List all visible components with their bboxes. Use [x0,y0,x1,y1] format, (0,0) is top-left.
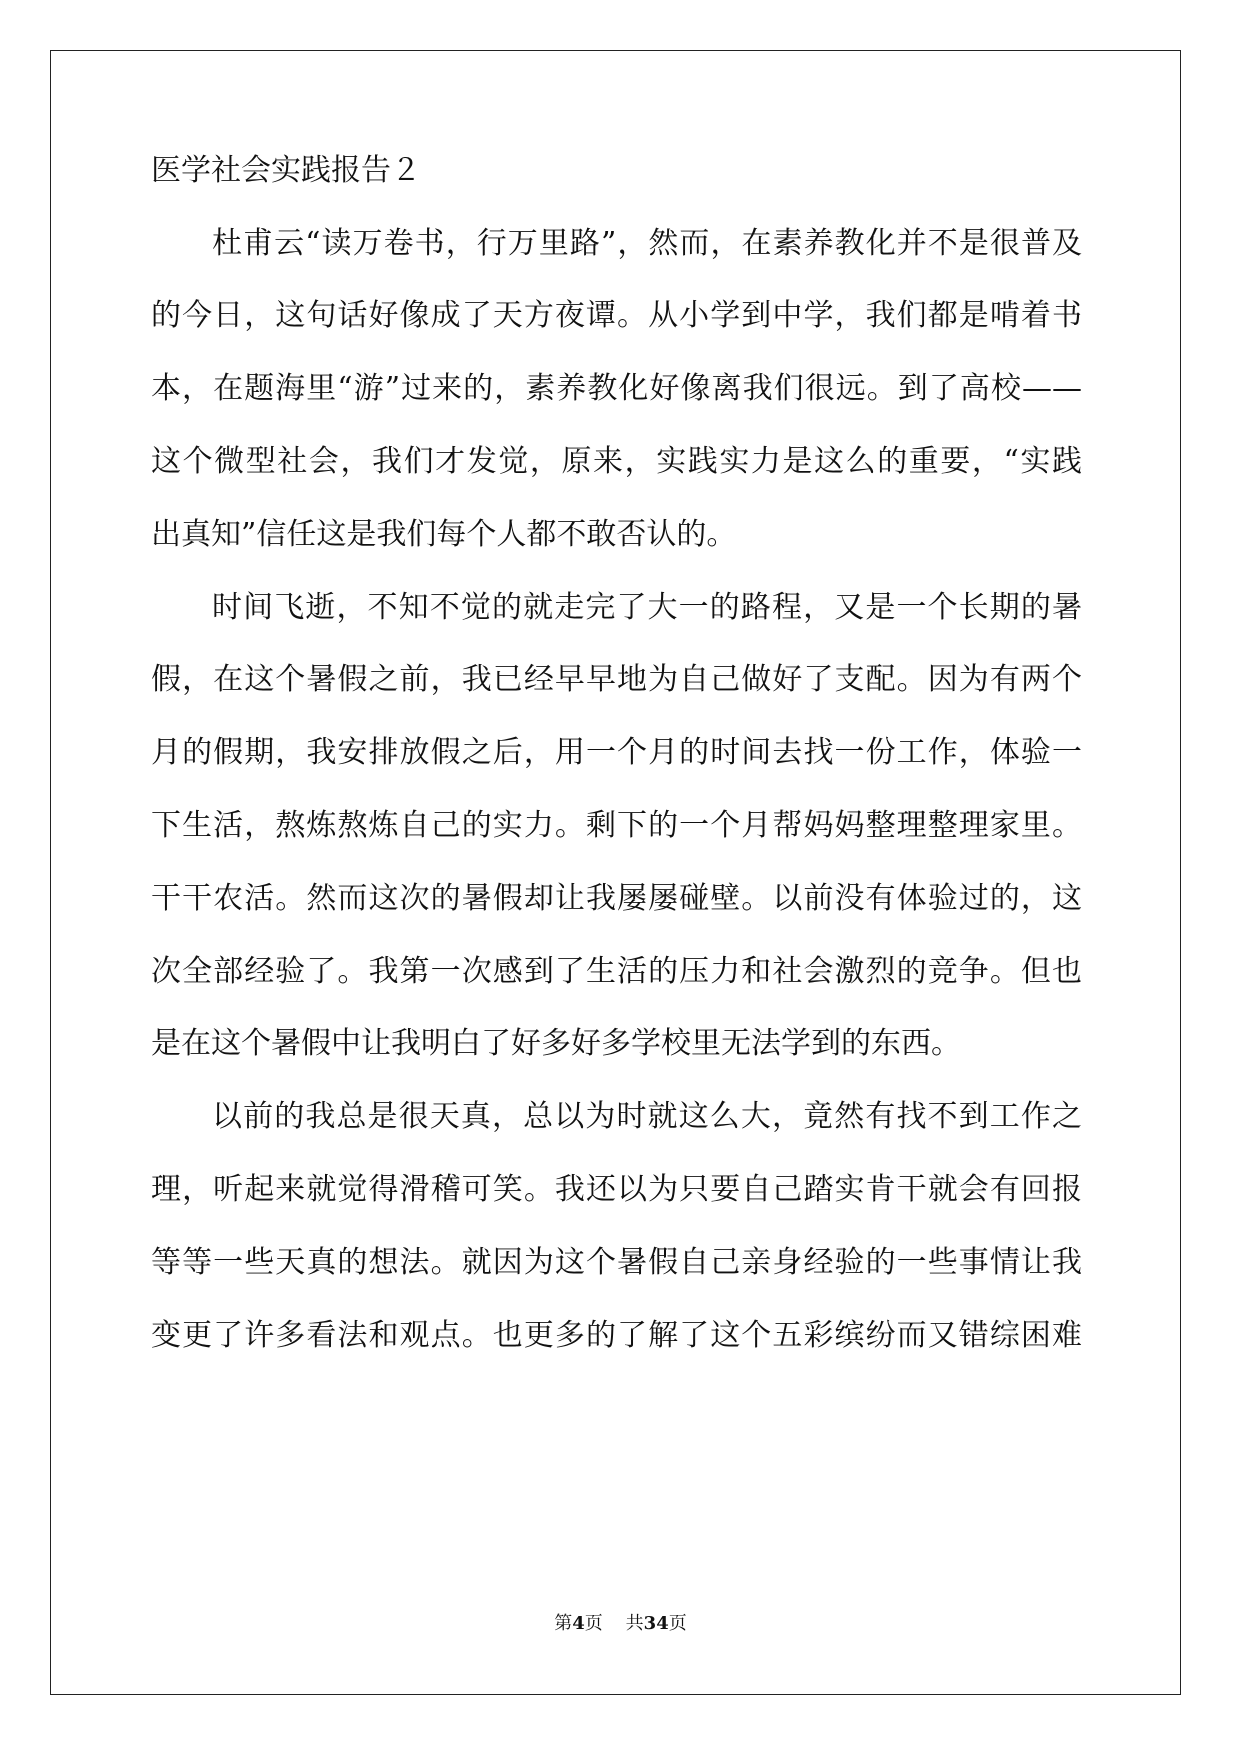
paragraph-3-line-3: 等等一些天真的想法。就因为这个暑假自己亲身经验的一些事情让我 [151,1245,1082,1280]
paragraph-1-line-5: 出真知”信任这是我们每个人都不敢否认的。 [151,517,737,552]
footer-total-prefix: 共 [625,1613,644,1634]
paragraph-3-line-4: 变更了许多看法和观点。也更多的了解了这个五彩缤纷而又错综困难 [151,1318,1082,1353]
paragraph-2-line-7: 是在这个暑假中让我明白了好多好多学校里无法学到的东西。 [151,1026,961,1061]
paragraph-1-line-2: 的今日，这句话好像成了天方夜谭。从小学到中学，我们都是啃着书 [151,298,1082,333]
paragraph-2-line-4: 下生活，熬炼熬炼自己的实力。剩下的一个月帮妈妈整理整理家里。 [151,808,1082,843]
paragraph-2-line-1: 时间飞逝，不知不觉的就走完了大一的路程，又是一个长期的暑 [212,590,1082,625]
page-footer [0,1612,1241,1636]
paragraph-2-line-5: 干干农活。然而这次的暑假却让我屡屡碰壁。以前没有体验过的，这 [151,881,1082,916]
footer-total-pages: 34 [643,1613,669,1634]
paragraph-3-line-2: 理，听起来就觉得滑稽可笑。我还以为只要自己踏实肯干就会有回报 [151,1172,1082,1207]
footer-page-number: 4 [572,1613,585,1634]
paragraph-3-line-1: 以前的我总是很天真，总以为时就这么大，竟然有找不到工作之 [212,1099,1082,1134]
paragraph-2-line-3: 月的假期，我安排放假之后，用一个月的时间去找一份工作，体验一 [151,735,1082,770]
paragraph-1-line-4: 这个微型社会，我们才发觉，原来，实践实力是这么的重要，“实践 [151,444,1082,479]
paragraph-1-line-3: 本，在题海里“游”过来的，素养教化好像离我们很远。到了高校—— [151,371,1082,406]
section-title: 医学社会实践报告２ [151,153,421,188]
footer-page-suffix: 页 [584,1613,603,1634]
footer-page-prefix: 第 [554,1613,573,1634]
paragraph-2-line-6: 次全部经验了。我第一次感到了生活的压力和社会激烈的竞争。但也 [151,954,1082,989]
paragraph-1-line-1: 杜甫云“读万卷书，行万里路”，然而，在素养教化并不是很普及 [212,226,1082,261]
paragraph-2-line-2: 假，在这个暑假之前，我已经早早地为自己做好了支配。因为有两个 [151,662,1082,697]
footer-total-suffix: 页 [668,1613,687,1634]
